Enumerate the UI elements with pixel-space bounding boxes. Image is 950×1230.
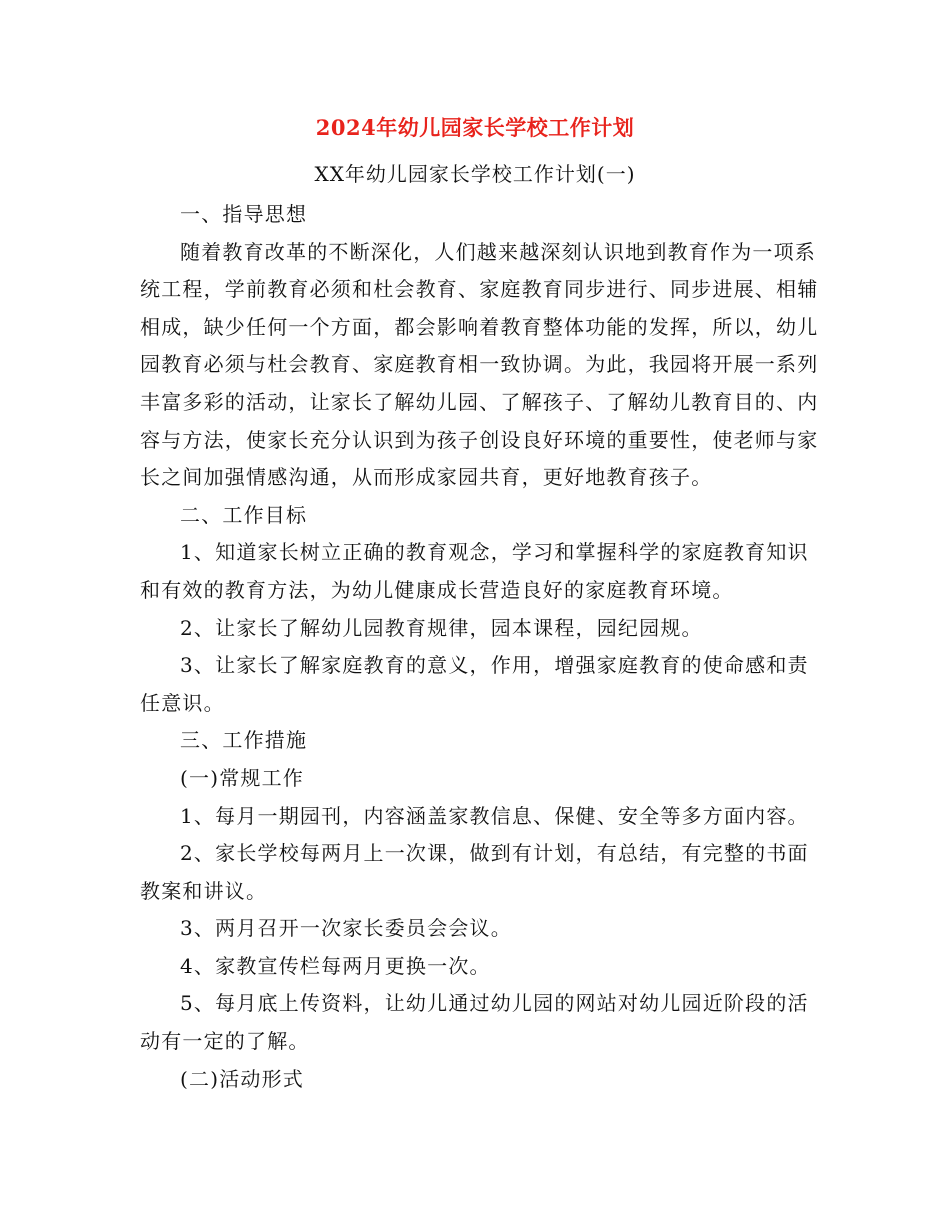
paragraph-guiding-ideology: 随着教育改革的不断深化，人们越来越深刻认识地到教育作为一项系统工程，学前教育必须和杜会教育、家庭教育同步进行、同步进展、相辅相成，缺少任何一个方面，都会影响着教育整体功能的发挥，所以，幼儿园教育必须与杜会教育、家庭教育相一致协调。为此，我园将开展一系列丰富多彩的活动，让家长了解幼儿园、了解孩子、了解幼儿教育目的、内容与方法，使家长充分认识到为孩子创设良好环境的重要性，使老师与家长之间加强情感沟通，从而形成家园共育，更好地教育孩子。 [140, 239, 819, 490]
paragraph-routine-4: 4、家教宣传栏每两月更换一次。 [180, 953, 491, 978]
paragraph-goal-3: 3、让家长了解家庭教育的意义，作用，增强家庭教育的使命感和责任意识。 [140, 653, 809, 715]
subsection-heading-routine-work: (一)常规工作 [180, 765, 305, 790]
document-body [140, 196, 820, 1098]
paragraph-goal-2: 2、让家长了解幼儿园教育规律，园本课程，园纪园规。 [180, 615, 703, 640]
section-heading-work-measures: 三、工作措施 [180, 728, 308, 753]
paragraph-routine-5: 5、每月底上传资料，让幼儿通过幼儿园的网站对幼儿园近阶段的活动有一定的了解。 [140, 991, 809, 1054]
paragraph-routine-1: 1、每月一期园刊，内容涵盖家教信息、保健、安全等多方面内容。 [180, 803, 809, 828]
paragraph-goal-1: 1、知道家长树立正确的教育观念，学习和掌握科学的家庭教育知识和有效的教育方法，为幼儿健康成长营造良好的家庭教育环境。 [140, 540, 809, 602]
subsection-heading-activity-forms: (二)活动形式 [180, 1066, 305, 1091]
section-heading-work-goals: 二、工作目标 [180, 502, 308, 527]
paragraph-routine-3: 3、两月召开一次家长委员会会议。 [180, 916, 512, 941]
document-title: 2024年幼儿园家长学校工作计划 [315, 115, 635, 140]
paragraph-routine-2: 2、家长学校每两月上一次课，做到有计划，有总结，有完整的书面教案和讲议。 [140, 841, 809, 903]
section-heading-guiding-ideology: 一、指导思想 [180, 202, 308, 226]
document-subtitle: XX年幼儿园家长学校工作计划(一) [314, 162, 636, 186]
